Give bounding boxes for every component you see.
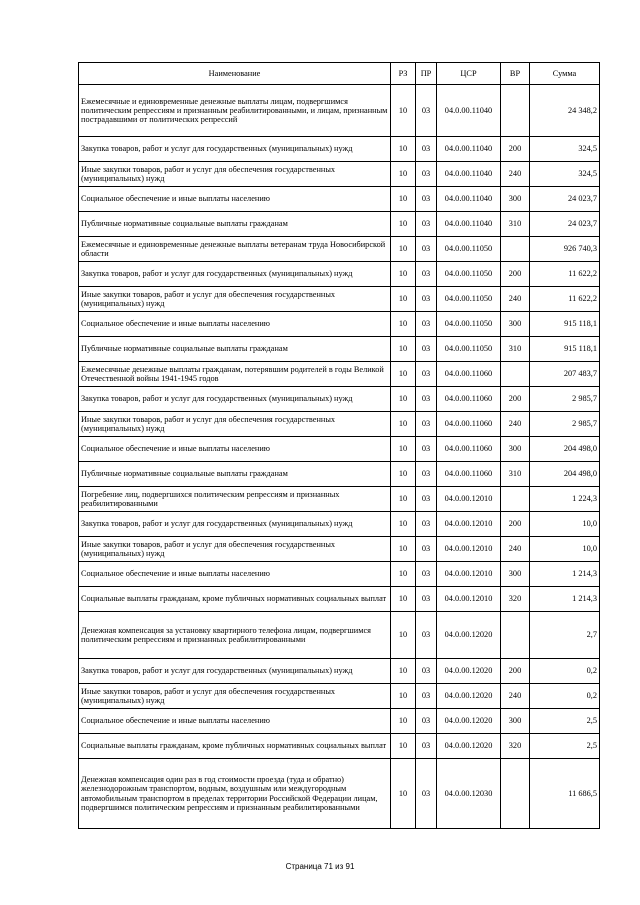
cell-name: Социальные выплаты гражданам, кроме публичных нормативных социальных выплат <box>79 587 391 612</box>
cell-pr: 03 <box>416 537 437 562</box>
cell-vr: 200 <box>501 387 530 412</box>
cell-csr: 04.0.00.12020 <box>437 612 501 659</box>
table-row <box>79 537 600 562</box>
table-row <box>79 462 600 487</box>
cell-vr: 320 <box>501 587 530 612</box>
cell-vr: 200 <box>501 137 530 162</box>
header-csr: ЦСР <box>437 63 501 85</box>
cell-name: Социальное обеспечение и иные выплаты населению <box>79 709 391 734</box>
cell-csr: 04.0.00.11050 <box>437 287 501 312</box>
page-number: Страница 71 из 91 <box>285 862 355 871</box>
cell-rz: 10 <box>391 562 416 587</box>
cell-pr: 03 <box>416 487 437 512</box>
cell-name: Иные закупки товаров, работ и услуг для обеспечения государственных (муниципальных) нужд <box>79 684 391 709</box>
cell-vr: 310 <box>501 337 530 362</box>
cell-csr: 04.0.00.11050 <box>437 237 501 262</box>
cell-csr: 04.0.00.11060 <box>437 387 501 412</box>
cell-sum: 2,5 <box>530 709 600 734</box>
cell-sum: 204 498,0 <box>530 437 600 462</box>
cell-csr: 04.0.00.11060 <box>437 362 501 387</box>
table-row <box>79 684 600 709</box>
cell-sum: 0,2 <box>530 684 600 709</box>
cell-name: Ежемесячные денежные выплаты гражданам, потерявшим родителей в годы Великой Отечественной войны 1941-1945 годов <box>79 362 391 387</box>
cell-pr: 03 <box>416 212 437 237</box>
cell-vr: 240 <box>501 684 530 709</box>
cell-pr: 03 <box>416 759 437 829</box>
cell-vr: 300 <box>501 437 530 462</box>
cell-rz: 10 <box>391 212 416 237</box>
cell-pr: 03 <box>416 137 437 162</box>
table-row <box>79 759 600 829</box>
cell-name: Погребение лиц, подвергшихся политическим репрессиям и признанных реабилитированными <box>79 487 391 512</box>
cell-sum: 24 348,2 <box>530 85 600 137</box>
cell-sum: 10,0 <box>530 512 600 537</box>
cell-sum: 2,5 <box>530 734 600 759</box>
cell-pr: 03 <box>416 562 437 587</box>
cell-sum: 926 740,3 <box>530 237 600 262</box>
cell-vr: 300 <box>501 709 530 734</box>
cell-pr: 03 <box>416 262 437 287</box>
cell-name: Публичные нормативные социальные выплаты гражданам <box>79 212 391 237</box>
header-pr: ПР <box>416 63 437 85</box>
cell-name: Закупка товаров, работ и услуг для государственных (муниципальных) нужд <box>79 387 391 412</box>
cell-name: Социальное обеспечение и иные выплаты населению <box>79 437 391 462</box>
table-row <box>79 437 600 462</box>
table-row <box>79 237 600 262</box>
cell-name: Публичные нормативные социальные выплаты гражданам <box>79 337 391 362</box>
cell-sum: 915 118,1 <box>530 337 600 362</box>
cell-name: Ежемесячные и единовременные денежные выплаты ветеранам труда Новосибирской области <box>79 237 391 262</box>
cell-csr: 04.0.00.12020 <box>437 659 501 684</box>
cell-name: Денежная компенсация за установку квартирного телефона лицам, подвергшимся политическим репрессиям и признанных реабилитированными <box>79 612 391 659</box>
cell-name: Иные закупки товаров, работ и услуг для обеспечения государственных (муниципальных) нужд <box>79 537 391 562</box>
table-row <box>79 659 600 684</box>
cell-csr: 04.0.00.12010 <box>437 487 501 512</box>
cell-sum: 207 483,7 <box>530 362 600 387</box>
table-row <box>79 262 600 287</box>
cell-sum: 24 023,7 <box>530 212 600 237</box>
cell-name: Иные закупки товаров, работ и услуг для обеспечения государственных (муниципальных) нужд <box>79 162 391 187</box>
table-header-row <box>79 63 600 85</box>
table-row <box>79 734 600 759</box>
cell-csr: 04.0.00.12020 <box>437 709 501 734</box>
cell-pr: 03 <box>416 587 437 612</box>
budget-table <box>78 62 600 829</box>
cell-rz: 10 <box>391 684 416 709</box>
table-row <box>79 387 600 412</box>
cell-vr: 300 <box>501 187 530 212</box>
cell-sum: 324,5 <box>530 137 600 162</box>
cell-sum: 915 118,1 <box>530 312 600 337</box>
cell-pr: 03 <box>416 162 437 187</box>
cell-csr: 04.0.00.11040 <box>437 187 501 212</box>
cell-pr: 03 <box>416 734 437 759</box>
cell-csr: 04.0.00.12010 <box>437 562 501 587</box>
cell-pr: 03 <box>416 437 437 462</box>
cell-name: Социальное обеспечение и иные выплаты населению <box>79 187 391 212</box>
cell-csr: 04.0.00.11040 <box>437 162 501 187</box>
cell-pr: 03 <box>416 312 437 337</box>
cell-vr: 200 <box>501 262 530 287</box>
cell-sum: 11 622,2 <box>530 262 600 287</box>
cell-vr: 240 <box>501 412 530 437</box>
cell-name: Социальное обеспечение и иные выплаты населению <box>79 312 391 337</box>
cell-rz: 10 <box>391 312 416 337</box>
cell-name: Иные закупки товаров, работ и услуг для обеспечения государственных (муниципальных) нужд <box>79 412 391 437</box>
cell-rz: 10 <box>391 337 416 362</box>
cell-vr: 300 <box>501 562 530 587</box>
cell-rz: 10 <box>391 287 416 312</box>
cell-pr: 03 <box>416 387 437 412</box>
cell-vr: 200 <box>501 512 530 537</box>
cell-name: Закупка товаров, работ и услуг для государственных (муниципальных) нужд <box>79 512 391 537</box>
cell-rz: 10 <box>391 612 416 659</box>
cell-csr: 04.0.00.11050 <box>437 262 501 287</box>
cell-vr: 240 <box>501 287 530 312</box>
cell-vr: 310 <box>501 212 530 237</box>
table-row <box>79 287 600 312</box>
cell-rz: 10 <box>391 512 416 537</box>
cell-pr: 03 <box>416 287 437 312</box>
cell-vr <box>501 237 530 262</box>
cell-pr: 03 <box>416 237 437 262</box>
cell-vr <box>501 362 530 387</box>
cell-vr: 320 <box>501 734 530 759</box>
cell-vr: 300 <box>501 312 530 337</box>
cell-rz: 10 <box>391 437 416 462</box>
cell-vr <box>501 612 530 659</box>
cell-vr: 240 <box>501 537 530 562</box>
table-row <box>79 137 600 162</box>
cell-name: Закупка товаров, работ и услуг для государственных (муниципальных) нужд <box>79 262 391 287</box>
table-row <box>79 212 600 237</box>
cell-pr: 03 <box>416 337 437 362</box>
cell-name: Иные закупки товаров, работ и услуг для обеспечения государственных (муниципальных) нужд <box>79 287 391 312</box>
cell-pr: 03 <box>416 187 437 212</box>
cell-sum: 2 985,7 <box>530 412 600 437</box>
cell-rz: 10 <box>391 412 416 437</box>
cell-csr: 04.0.00.11050 <box>437 312 501 337</box>
cell-pr: 03 <box>416 709 437 734</box>
cell-name: Социальное обеспечение и иные выплаты населению <box>79 562 391 587</box>
cell-rz: 10 <box>391 462 416 487</box>
cell-csr: 04.0.00.11060 <box>437 462 501 487</box>
table-row <box>79 487 600 512</box>
table-row <box>79 362 600 387</box>
table-row <box>79 337 600 362</box>
cell-sum: 11 622,2 <box>530 287 600 312</box>
table-row <box>79 412 600 437</box>
cell-rz: 10 <box>391 162 416 187</box>
cell-rz: 10 <box>391 137 416 162</box>
cell-pr: 03 <box>416 412 437 437</box>
cell-sum: 2 985,7 <box>530 387 600 412</box>
table-row <box>79 312 600 337</box>
header-rz: РЗ <box>391 63 416 85</box>
cell-name: Публичные нормативные социальные выплаты гражданам <box>79 462 391 487</box>
cell-rz: 10 <box>391 262 416 287</box>
cell-rz: 10 <box>391 759 416 829</box>
cell-sum: 2,7 <box>530 612 600 659</box>
table-row <box>79 562 600 587</box>
cell-csr: 04.0.00.11060 <box>437 437 501 462</box>
cell-name: Закупка товаров, работ и услуг для государственных (муниципальных) нужд <box>79 659 391 684</box>
cell-csr: 04.0.00.11040 <box>437 212 501 237</box>
cell-rz: 10 <box>391 537 416 562</box>
cell-rz: 10 <box>391 487 416 512</box>
cell-csr: 04.0.00.12020 <box>437 734 501 759</box>
cell-pr: 03 <box>416 462 437 487</box>
cell-pr: 03 <box>416 362 437 387</box>
cell-sum: 11 686,5 <box>530 759 600 829</box>
cell-name: Ежемесячные и единовременные денежные выплаты лицам, подвергшимся политическим репрессиям и признанным реабилитированными, и лицам, признанным пострадавшими от политических репрессий <box>79 85 391 137</box>
cell-csr: 04.0.00.12010 <box>437 537 501 562</box>
cell-pr: 03 <box>416 612 437 659</box>
cell-name: Денежная компенсация один раз в год стоимости проезда (туда и обратно) железнодорожным транспортом, водным, воздушным или междугородным автомобильным транспортом в пределах территории Российской Федерации лицам, подвергшимся политическим репрессиям и признанным реабилитированными <box>79 759 391 829</box>
cell-pr: 03 <box>416 659 437 684</box>
table-row <box>79 587 600 612</box>
cell-csr: 04.0.00.12010 <box>437 512 501 537</box>
cell-vr: 200 <box>501 659 530 684</box>
table-row <box>79 512 600 537</box>
cell-pr: 03 <box>416 512 437 537</box>
table-row <box>79 612 600 659</box>
cell-vr: 310 <box>501 462 530 487</box>
cell-csr: 04.0.00.12010 <box>437 587 501 612</box>
cell-rz: 10 <box>391 362 416 387</box>
cell-sum: 1 214,3 <box>530 587 600 612</box>
cell-csr: 04.0.00.11040 <box>437 85 501 137</box>
cell-sum: 0,2 <box>530 659 600 684</box>
cell-vr: 240 <box>501 162 530 187</box>
cell-rz: 10 <box>391 587 416 612</box>
cell-name: Социальные выплаты гражданам, кроме публичных нормативных социальных выплат <box>79 734 391 759</box>
cell-sum: 324,5 <box>530 162 600 187</box>
cell-name: Закупка товаров, работ и услуг для государственных (муниципальных) нужд <box>79 137 391 162</box>
cell-csr: 04.0.00.11040 <box>437 137 501 162</box>
cell-sum: 1 214,3 <box>530 562 600 587</box>
header-vr: ВР <box>501 63 530 85</box>
cell-rz: 10 <box>391 709 416 734</box>
cell-vr <box>501 487 530 512</box>
header-name: Наименование <box>79 63 391 85</box>
cell-pr: 03 <box>416 85 437 137</box>
cell-csr: 04.0.00.11060 <box>437 412 501 437</box>
cell-csr: 04.0.00.11050 <box>437 337 501 362</box>
cell-rz: 10 <box>391 659 416 684</box>
cell-vr <box>501 85 530 137</box>
cell-rz: 10 <box>391 85 416 137</box>
table-row <box>79 709 600 734</box>
table-row <box>79 187 600 212</box>
cell-csr: 04.0.00.12020 <box>437 684 501 709</box>
cell-rz: 10 <box>391 387 416 412</box>
cell-pr: 03 <box>416 684 437 709</box>
header-sum: Сумма <box>530 63 600 85</box>
cell-csr: 04.0.00.12030 <box>437 759 501 829</box>
cell-rz: 10 <box>391 237 416 262</box>
table-row <box>79 162 600 187</box>
table-row <box>79 85 600 137</box>
cell-sum: 1 224,3 <box>530 487 600 512</box>
cell-rz: 10 <box>391 734 416 759</box>
cell-vr <box>501 759 530 829</box>
cell-sum: 204 498,0 <box>530 462 600 487</box>
cell-sum: 24 023,7 <box>530 187 600 212</box>
cell-sum: 10,0 <box>530 537 600 562</box>
cell-rz: 10 <box>391 187 416 212</box>
